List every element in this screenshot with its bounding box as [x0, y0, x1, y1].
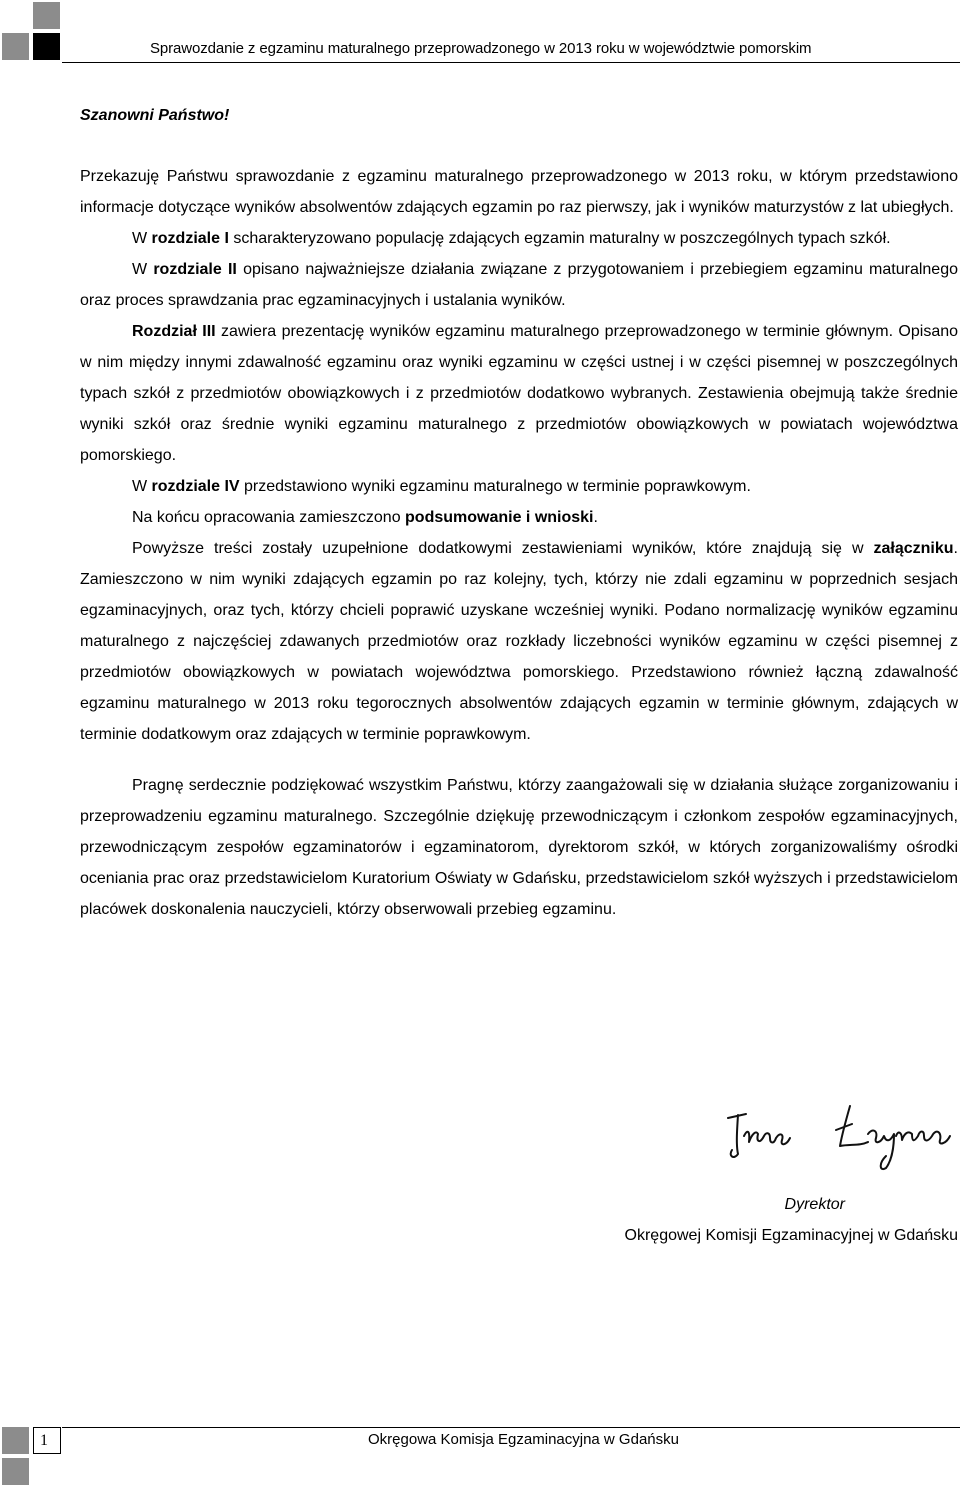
paragraph-prefix: Powyższe treści zostały uzupełnione dodatkowymi zestawieniami wyników, które znajdują się w — [132, 540, 874, 557]
signature-organization: Okręgowej Komisji Egzaminacyjnej w Gdańsku — [624, 1227, 958, 1244]
footer-square-top — [2, 1427, 29, 1454]
paragraph-appendix — [80, 533, 958, 750]
document-body — [80, 100, 958, 925]
paragraph-chapter-2 — [80, 254, 958, 316]
paragraph-prefix: W — [132, 230, 152, 247]
footer-square-bottom — [2, 1458, 29, 1485]
chapter-3-label: Rozdział III — [132, 323, 216, 340]
footer-organization: Okręgowa Komisja Egzaminacyjna w Gdańsku — [368, 1431, 679, 1448]
header-title: Sprawozdanie z egzaminu maturalnego przeprowadzonego w 2013 roku w województwie pomorskim — [150, 40, 812, 57]
logo-square-top — [33, 2, 60, 29]
greeting: Szanowni Państwo! — [80, 107, 230, 124]
appendix-label: załączniku — [873, 540, 954, 557]
chapter-2-label: rozdziale II — [153, 261, 237, 278]
page-number: 1 — [33, 1427, 61, 1454]
chapter-1-label: rozdziale I — [151, 230, 229, 247]
header-logo — [2, 2, 62, 62]
paragraph-text: przedstawiono wyniki egzaminu maturalnego w terminie poprawkowym. — [239, 478, 751, 495]
paragraph-text: opisano najważniejsze działania związane z przygotowaniem i przebiegiem egzaminu maturalnego oraz proces sprawdzania prac egzaminacyjnych i ustalania wyników. — [80, 261, 959, 309]
paragraph-chapter-4 — [80, 471, 958, 502]
paragraph-prefix: W — [132, 478, 152, 495]
footer-divider — [62, 1427, 960, 1428]
paragraph-chapter-1 — [80, 223, 958, 254]
paragraph-text: zawiera prezentację wyników egzaminu maturalnego przeprowadzonego w terminie głównym. Opisano w nim między innymi zdawalność egzaminu oraz wyniki egzaminu w części ustnej i w części pisemnej w poszczególnych typach szkół z przedmiotów obowiązkowych i z przedmiotów dodatkowo wybranych. Zestawienia obejmują także średnie wyniki szkół oraz średnie wyniki egzaminu maturalnego z przedmiotów obowiązkowych w powiatach województwa pomorskiego. — [80, 323, 959, 464]
paragraph-text: . — [593, 509, 598, 526]
paragraph-intro: Przekazuję Państwu sprawozdanie z egzaminu maturalnego przeprowadzonego w 2013 roku, w którym przedstawiono informacje dotyczące wyników absolwentów zdających egzamin po raz pierwszy, jak i wyników maturzystów z lat ubiegłych. — [80, 168, 958, 216]
paragraph-acknowledgements: Pragnę serdecznie podziękować wszystkim Państwu, którzy zaangażowali się w działania służące zorganizowaniu i przeprowadzeniu egzaminu maturalnego. Szczególnie dziękuję przewodniczącym i członkom zespołów egzaminacyjnych, przewodniczącym zespołów egzaminatorów i egzaminatorom, dyrektorom szkół, w których zorganizowaliśmy ośrodki oceniania prac oraz przedstawicielom Kuratorium Oświaty w Gdańsku, przedstawicielom szkół wyższych i przedstawicielom placówek doskonalenia nauczycieli, którzy obserwowali przebieg egzaminu. — [80, 777, 958, 918]
summary-label: podsumowanie i wnioski — [405, 509, 594, 526]
logo-square-dark — [33, 33, 60, 60]
chapter-4-label: rozdziale IV — [151, 478, 240, 495]
logo-square-left — [2, 33, 29, 60]
handwritten-signature — [700, 1090, 960, 1180]
paragraph-summary — [80, 502, 958, 533]
header-divider — [62, 62, 960, 63]
paragraph-text: scharakteryzowano populację zdających egzamin maturalny w poszczególnych typach szkół. — [228, 230, 891, 247]
paragraph-prefix: W — [132, 261, 154, 278]
paragraph-chapter-3 — [80, 316, 958, 471]
paragraph-prefix: Na końcu opracowania zamieszczono — [132, 509, 406, 526]
paragraph-text: . Zamieszczono w nim wyniki zdających egzamin po raz kolejny, tych, którzy nie zdali egzaminu w poprzednich sesjach egzaminacyjnych, oraz tych, którzy chcieli poprawić uzyskane wcześniej wyniki. Podano normalizację wyników egzaminu maturalnego z najczęściej zdawanych przedmiotów oraz rozkłady liczebności wyników egzaminu w części pisemnej z przedmiotów obowiązkowych w powiatach województwa pomorskiego. Przedstawiono również łączną zdawalność egzaminu maturalnego w 2013 roku tegorocznych absolwentów zdających egzamin w terminie głównym, zdających w terminie dodatkowym oraz zdających w terminie poprawkowym. — [80, 540, 958, 743]
signature-title: Dyrektor — [784, 1196, 845, 1213]
